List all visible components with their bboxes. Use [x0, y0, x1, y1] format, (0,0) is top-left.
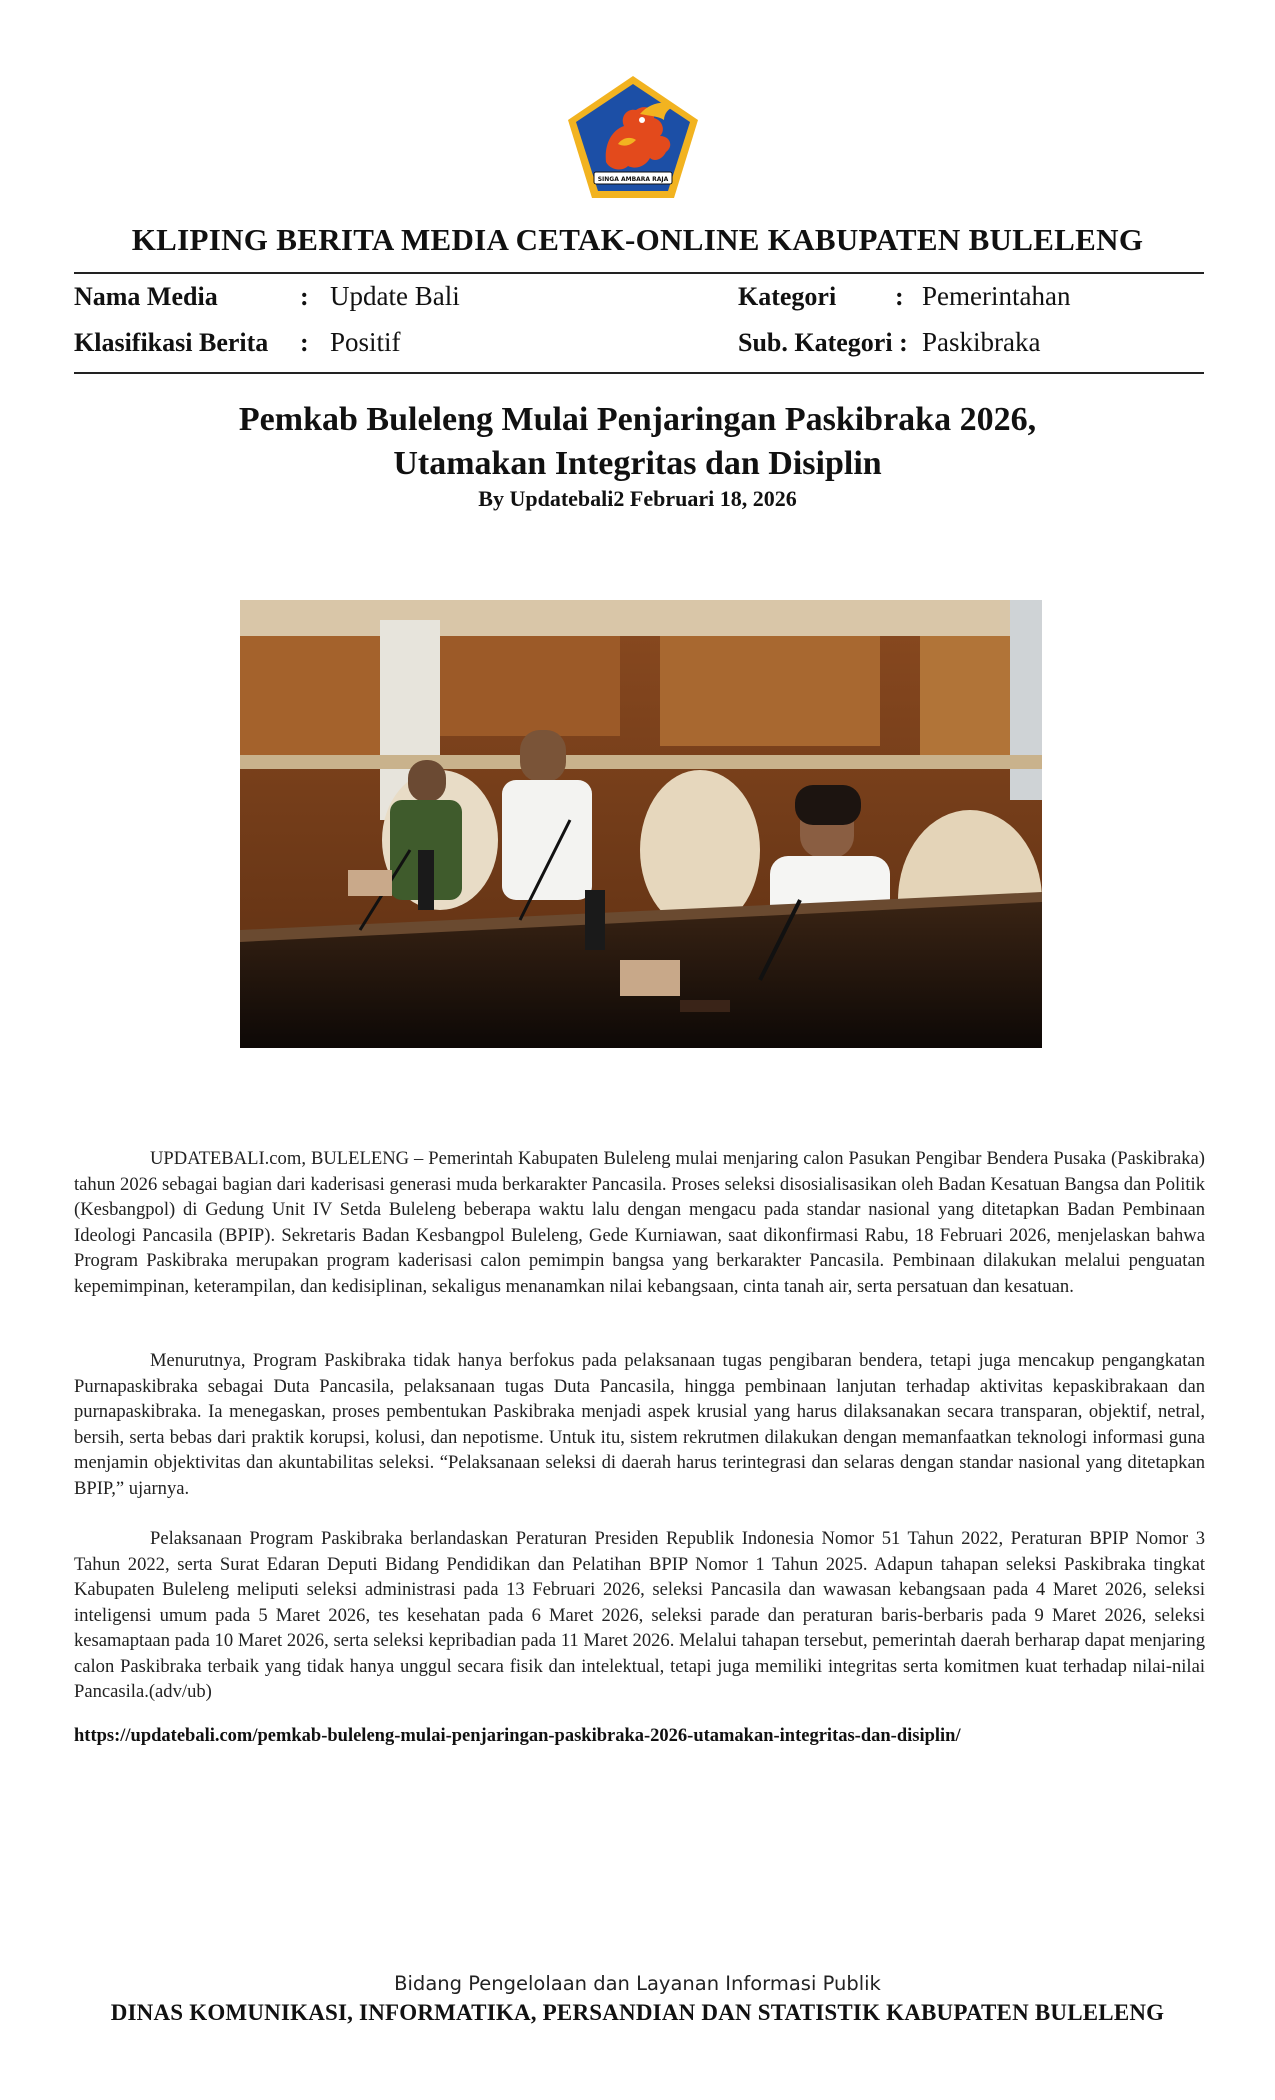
classification-label: Klasifikasi Berita — [74, 328, 269, 357]
crest-motto: SINGA AMBARA RAJA — [597, 176, 669, 183]
category-value-cell — [922, 281, 1070, 312]
media-name-row — [74, 282, 218, 312]
subcategory-value: Paskibraka — [922, 327, 1041, 357]
classification-colon: : — [300, 328, 309, 357]
footer-agency: DINAS KOMUNIKASI, INFORMATIKA, PERSANDIAN DAN STATISTIK KABUPATEN BULELENG — [110, 2000, 1165, 2025]
classification-row — [74, 328, 268, 358]
article-title-line-1: Pemkab Buleleng Mulai Penjaringan Paskibraka 2026, — [238, 401, 1037, 438]
subcategory-value-cell — [922, 327, 1040, 358]
classification-value: Positif — [330, 327, 401, 357]
media-name-value-cell — [330, 281, 460, 312]
category-label: Kategori — [738, 282, 837, 311]
subcategory-label: Sub. Kategori : — [738, 328, 908, 357]
article-byline: By Updatebali2 Februari 18, 2026 — [478, 486, 797, 511]
media-name-label: Nama Media — [74, 282, 218, 311]
category-colon: : — [895, 282, 904, 311]
footer-department: Bidang Pengelolaan dan Layanan Informasi Publik — [394, 1972, 881, 1995]
article-paragraph-3: Pelaksanaan Program Paskibraka berlandaskan Peraturan Presiden Republik Indonesia Nomor 51 Tahun 2022, Peraturan BPIP Nomor 3 Tahun 2022, serta Surat Edaran Deputi Bidang Pendidikan dan Pelatihan BPIP Nomor 1 Tahun 2025. Adapun tahapan seleksi Paskibraka tingkat Kabupaten Buleleng meliputi seleksi administrasi pada 13 Februari 2026, seleksi Pancasila dan wawasan kebangsaan pada 4 Maret 2026, seleksi inteligensi umum pada 5 Maret 2026, tes kesehatan pada 6 Maret 2026, seleksi parade dan peraturan baris-berbaris pada 9 Maret 2026, seleksi kesamaptaan pada 10 Maret 2026, serta seleksi kepribadian pada 11 Maret 2026. Melalui tahapan tersebut, pemerintah daerah berharap dapat menjaring calon Paskibraka terbaik yang tidak hanya unggul secara fisik dan intelektual, tetapi juga memiliki integritas serta komitmen kuat terhadap nilai-nilai Pancasila.(adv/ub) — [74, 1528, 1205, 1702]
clipping-header-title: KLIPING BERITA MEDIA CETAK-ONLINE KABUPATEN BULELENG — [131, 222, 1144, 257]
category-value: Pemerintahan — [922, 281, 1071, 311]
media-name-value: Update Bali — [330, 281, 460, 311]
buleleng-regency-crest-icon — [566, 74, 700, 200]
article-paragraph-2: Menurutnya, Program Paskibraka tidak hanya berfokus pada pelaksanaan tugas pengibaran bendera, tetapi juga mencakup pengangkatan Purnapaskibraka sebagai Duta Pancasila, pelaksanaan tugas Duta Pancasila, hingga pembinaan lanjutan terhadap aktivitas kepaskibrakaan dan purnapaskibraka. Ia menegaskan, proses pembentukan Paskibraka menjadi aspek krusial yang harus dilaksanakan secara transparan, objektif, netral, bersih, serta bebas dari praktik korupsi, kolusi, dan nepotisme. Untuk itu, sistem rekrutmen dilakukan dengan memanfaatkan teknologi informasi guna menjamin objektivitas dan akuntabilitas seleksi. “Pelaksanaan seleksi di daerah harus terintegrasi dan selaras dengan standar nasional yang ditetapkan BPIP,” ujarnya. — [74, 1350, 1205, 1499]
header-divider-top — [74, 272, 1204, 274]
media-name-colon: : — [300, 282, 309, 311]
meeting-room-photo — [240, 600, 1042, 1048]
subcategory-row — [738, 328, 908, 358]
article-title — [0, 398, 1275, 486]
classification-value-cell — [330, 327, 401, 358]
article-paragraph-1: UPDATEBALI.com, BULELENG – Pemerintah Kabupaten Buleleng mulai menjaring calon Pasukan Pengibar Bendera Pusaka (Paskibraka) tahun 2026 sebagai bagian dari kaderisasi generasi muda berkarakter Pancasila. Proses seleksi disosialisasikan oleh Badan Kesatuan Bangsa dan Politik (Kesbangpol) di Gedung Unit IV Setda Buleleng beberapa waktu lalu dengan mengacu pada standar nasional yang ditetapkan Badan Pembinaan Ideologi Pancasila (BPIP). Sekretaris Badan Kesbangpol Buleleng, Gede Kurniawan, saat dikonfirmasi Rabu, 18 Februari 2026, menjelaskan bahwa Program Paskibraka merupakan program kaderisasi calon pemimpin bangsa yang berkarakter Pancasila. Pembinaan dilakukan melalui penguatan kepemimpinan, keterampilan, dan kedisiplinan, sekaligus menanamkan nilai kebangsaan, cinta tanah air, serta persatuan dan kesatuan. — [74, 1148, 1205, 1297]
category-row — [738, 282, 836, 312]
article-title-line-2: Utamakan Integritas dan Disiplin — [393, 445, 882, 482]
source-url-link[interactable]: https://updatebali.com/pemkab-buleleng-mulai-penjaringan-paskibraka-2026-utamakan-integritas-dan-disiplin/ — [74, 1726, 961, 1746]
header-divider-bottom — [74, 372, 1204, 374]
